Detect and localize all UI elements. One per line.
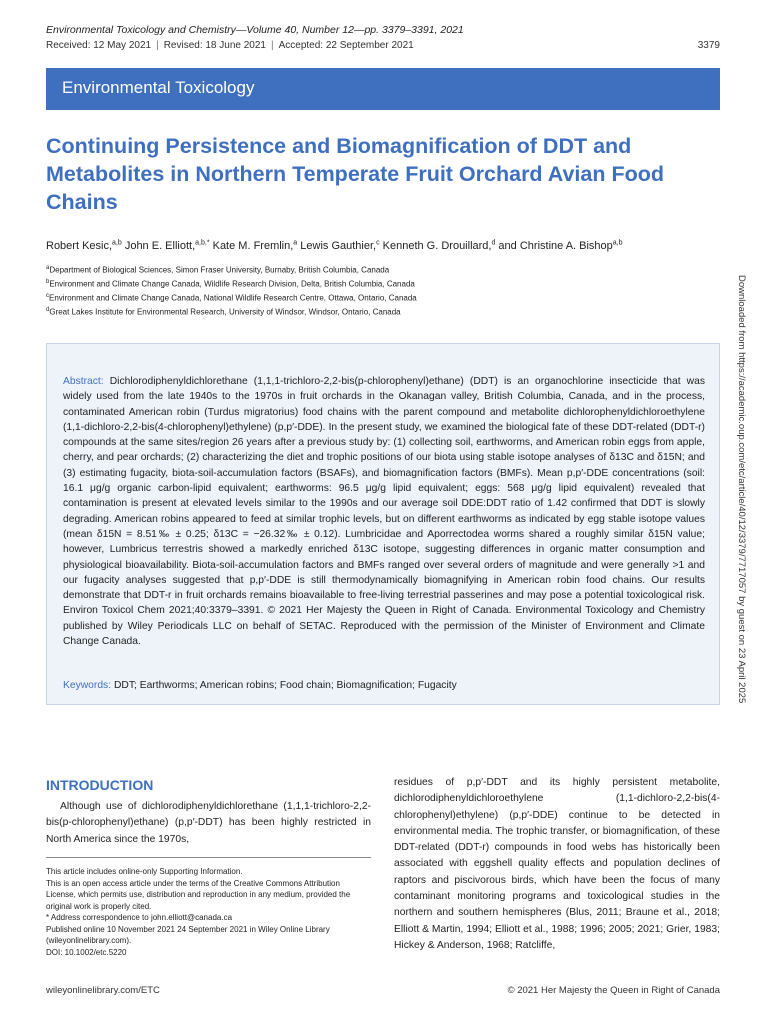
footnote[interactable]: * Address correspondence to john.elliott@canada.ca bbox=[46, 913, 233, 922]
author: Kenneth G. Drouillard,$^d$ bbox=[379, 239, 496, 252]
author: John E. Elliott,$^{a,b,*}$ bbox=[121, 239, 210, 252]
keywords bbox=[63, 680, 457, 691]
author: Lewis Gauthier,$^c$ bbox=[297, 239, 380, 252]
author: Robert Kesic,$^{a,b}$ bbox=[46, 239, 122, 252]
author-list bbox=[46, 239, 623, 252]
article-dates: Received: 12 May 2021 | Revised: 18 June 2021 | Accepted: 22 September 2021 bbox=[46, 40, 414, 51]
footnote[interactable]: DOI: 10.1002/etc.5220 bbox=[46, 947, 127, 957]
introduction-left-column: Although use of dichlorodiphenyldichlorethane (1,1,1-trichloro-2,2-bis(p-chlorophenyl)ethane) (p,p′-DDT) has been highly restricted in North America since the 1970s, bbox=[46, 801, 371, 845]
download-note[interactable]: Downloaded from https://academic.oup.com/etc/article/40/12/3379/7717057 by guest on 23 April 2025 bbox=[736, 275, 747, 704]
introduction-heading: INTRODUCTION bbox=[46, 777, 154, 793]
affiliation: $^a$Department of Biological Sciences, Simon Fraser University, Burnaby, British Columbia, Canada bbox=[46, 265, 390, 275]
journal-citation: Environmental Toxicology and Chemistry—Volume 40, Number 12—pp. 3379–3391, 2021 bbox=[46, 24, 464, 36]
affiliation: $^c$Environment and Climate Change Canada, National Wildlife Research Centre, Ottawa, Ontario, Canada bbox=[46, 293, 417, 303]
revised-date: Revised: 18 June 2021 bbox=[163, 40, 266, 51]
page-number: 3379 bbox=[697, 40, 720, 51]
keywords-label: Keywords: bbox=[63, 680, 112, 691]
author: Kate M. Fremlin,$^a$ bbox=[209, 239, 298, 252]
footnote: This is an open access article under the terms of the Creative Commons Attribution License, which permits use, distribution and reproduction in any medium, provided the original work is properly cited. bbox=[46, 878, 351, 911]
footer-url[interactable]: wileyonlinelibrary.com/ETC bbox=[46, 985, 160, 996]
affiliation: $^d$Great Lakes Institute for Environmental Research, University of Windsor, Windsor, Ontario, Canada bbox=[46, 307, 401, 317]
section-banner bbox=[46, 68, 720, 110]
footnotes bbox=[46, 866, 371, 958]
abstract-body: Dichlorodiphenyldichlorethane (1,1,1-trichloro-2,2-bis(p-chlorophenyl)ethane) (DDT) is an organochlorine insecticide that was widely used from the late 1940s to the 1970s in fruit orchards in the Okanagan valley, British Columbia, Canada, and in the process, contaminated American robin (Turdus migratorius) food chains with the parent compound and metabolite dichlorophenyldichloroethylene (1,1-dichloro-2,2-bis(4-chlorophenyl)ethylene) (p,p′-DDE). In the present study, we examined the biological fate of these DDT-related (DDT-r) compounds at the same sites/region 26 years after a previous study by: (1) collecting soil, earthworms, and American robin eggs from apple, cherry, and pear orchards; (2) characterizing the diet and trophic positions of our biota using stable isotope analyses of δ13C and δ15N; and (3) estimating fugacity, biota-soil-accumulation factors (BSAFs), and biomagnification factors (BMFs). Mean p,p′-DDE concentrations (soil: 16.1 μg/g organic carbon-lipid equivalent; earthworms: 96.5 μg/g lipid equivalent; eggs: 568 μg/g lipid equivalent) revealed that contamination is present at elevated levels similar to the 1990s and our average soil DDE:DDT ratio of 1.42 confirmed that DDT is slowly degrading. American robins appeared to feed at similar trophic levels, but on different earthworms as indicated by egg stable isotope values (mean δ15N = 8.51‰ ± 0.25; δ13C = −26.32‰ ± 0.12). Lumbricidae and Aporrectodea worms shared a roughly similar δ15N value; however, Lumbricus terrestris showed a markedly enriched δ13C isotope, suggesting differences in organic matter consumption and physiological bioavailability. Biota-soil-accumulation factors and BMFs ranged over several orders of magnitude and were generally >1 and our fugacity analyses suggested that p,p′-DDE is still thermodynamically biomagnifying in American robin food chains. Our results demonstrate that DDT-r in fruit orchards remains bioavailable to free-living terrestrial passerines and may pose a potential toxicological risk. Environ Toxicol Chem 2021;40:3379–3391. © 2021 Her Majesty the Queen in Right of Canada. Environmental Toxicology and Chemistry published by Wiley Periodicals LLC on behalf of SETAC. Reproduced with the permission of the Minister of Environment and Climate Change Canada. bbox=[63, 376, 705, 648]
section-label: Environmental Toxicology bbox=[62, 78, 255, 97]
footnote: This article includes online-only Supporting Information. bbox=[46, 867, 243, 876]
abstract bbox=[63, 374, 705, 649]
article-title: Continuing Persistence and Biomagnification of DDT and Metabolites in Northern Temperate Fruit Orchard Avian Food Chains bbox=[46, 134, 664, 214]
footnote-divider bbox=[46, 857, 371, 858]
author: and Christine A. Bishop$^{a,b}$ bbox=[495, 239, 623, 252]
footer-copyright: © 2021 Her Majesty the Queen in Right of Canada bbox=[507, 985, 720, 996]
received-date: Received: 12 May 2021 bbox=[46, 40, 152, 51]
accepted-date: Accepted: 22 September 2021 bbox=[278, 40, 414, 51]
affiliation: $^b$Environment and Climate Change Canada, Wildlife Research Division, Delta, British Columbia, Canada bbox=[46, 279, 415, 289]
introduction-right-column: residues of p,p′-DDT and its highly persistent metabolite, dichlorodiphenyldichloroethylene (1,1-dichloro-2,2-bis(4-chlorophenyl)ethylene) (p,p′-DDE) continue to be detected in environmental media. The trophic transfer, or biomagnification, of these DDT-related (DDT-r) compounds in food webs has historically been associated with eggshell quality effects and population declines of raptors and piscivorous birds, which have been the focus of many contaminant monitoring programs and toxicological studies in the northern and southern hemispheres (Blus, 2011; Braune et al., 2018; Elliott & Martin, 1994; Elliott et al., 1988; 1996; 2005; 2021; Grier, 1983; Hickey & Anderson, 1968; Ratcliffe, bbox=[394, 777, 720, 951]
abstract-box bbox=[46, 343, 720, 705]
abstract-label: Abstract: bbox=[63, 376, 104, 387]
keywords-list: DDT; Earthworms; American robins; Food chain; Biomagnification; Fugacity bbox=[113, 680, 457, 691]
footnote: Published online 10 November 2021 24 September 2021 in Wiley Online Library (wileyonlinelibrary.com). bbox=[46, 924, 330, 945]
